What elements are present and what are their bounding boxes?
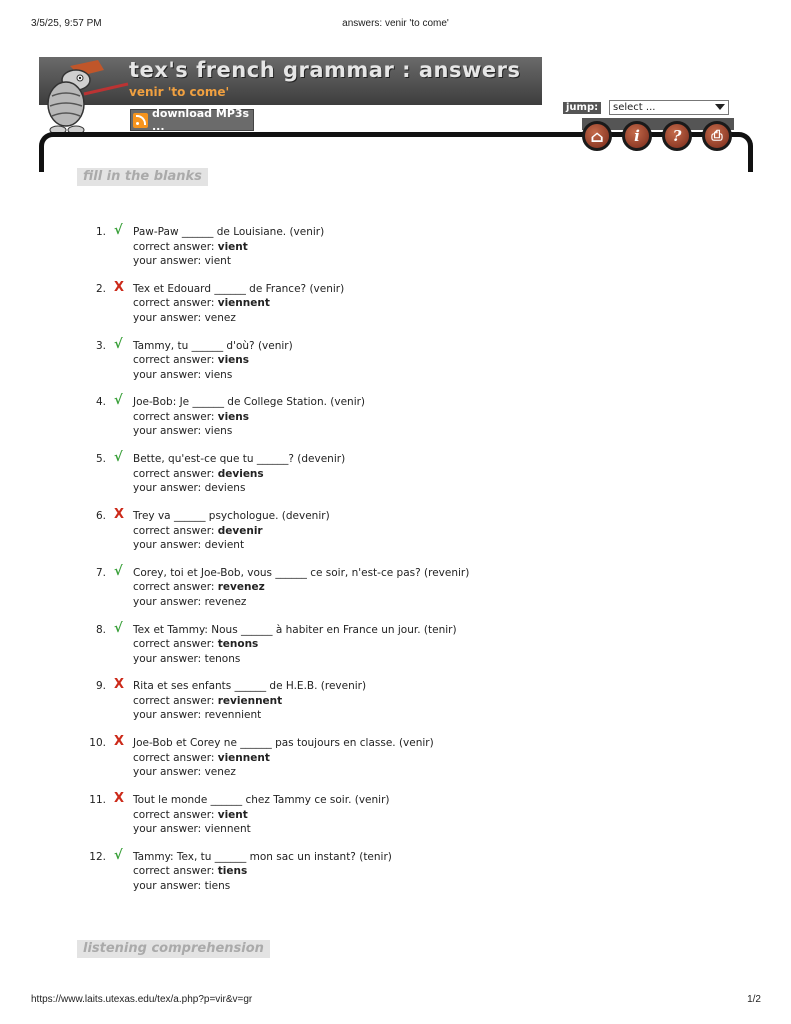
check-icon: √ xyxy=(114,450,123,466)
question-prompt: Tammy: Tex, tu ______ mon sac un instant? (tenir) xyxy=(133,850,392,863)
check-icon: √ xyxy=(114,393,123,409)
correct-answer-label: correct answer: xyxy=(133,808,215,821)
x-icon: X xyxy=(114,279,125,295)
question-prompt: Tout le monde ______ chez Tammy ce soir. (venir) xyxy=(133,794,390,806)
correct-answer-value: viennent xyxy=(217,751,270,764)
download-mp3s-label: download MP3s ... xyxy=(152,107,250,133)
question-number: 9. xyxy=(95,680,106,693)
home-icon: ⌂ xyxy=(590,126,604,146)
correct-answer-value: deviens xyxy=(217,467,264,480)
print-url: https://www.laits.utexas.edu/tex/a.php?p=vir&v=gr xyxy=(31,994,253,1005)
check-icon: √ xyxy=(114,563,123,579)
question-number: 1. xyxy=(95,226,106,238)
your-answer-value: devient xyxy=(204,539,245,551)
correct-answer-value: devenir xyxy=(217,524,263,537)
section-listening-comprehension: listening comprehension xyxy=(77,940,270,958)
question-prompt: Paw-Paw ______ de Louisiane. (venir) xyxy=(133,226,325,238)
correct-answer-value: tenons xyxy=(217,638,259,651)
your-answer-value: deviens xyxy=(204,482,246,495)
question-prompt: Rita et ses enfants ______ de H.E.B. (revenir) xyxy=(133,680,367,693)
check-icon: √ xyxy=(114,620,123,636)
your-answer-value: viens xyxy=(204,368,233,381)
print-button[interactable] xyxy=(702,121,732,151)
correct-answer-value: revenez xyxy=(217,581,265,594)
question-number: 12. xyxy=(89,850,106,863)
site-title: tex's french grammar : answers xyxy=(129,58,521,82)
print-title: answers: venir 'to come' xyxy=(342,18,449,29)
correct-answer-value: viens xyxy=(217,354,250,367)
help-icon: ? xyxy=(672,127,682,145)
correct-answer-value: vient xyxy=(217,808,248,821)
correct-answer-label: correct answer: xyxy=(133,751,215,764)
check-icon: √ xyxy=(114,336,123,352)
your-answer-label: your answer: xyxy=(133,709,202,722)
question-number: 10. xyxy=(89,737,106,750)
correct-answer-label: correct answer: xyxy=(133,581,215,594)
question-number: 7. xyxy=(95,566,106,579)
jump-select[interactable] xyxy=(609,100,729,115)
your-answer-label: your answer: xyxy=(133,311,202,324)
x-icon: X xyxy=(114,677,125,693)
correct-answer-label: correct answer: xyxy=(133,467,215,480)
your-answer-label: your answer: xyxy=(133,255,202,267)
your-answer-label: your answer: xyxy=(133,539,202,551)
your-answer-value: viens xyxy=(204,425,233,438)
chevron-down-icon xyxy=(715,104,725,110)
question-prompt: Tex et Edouard ______ de France? (venir) xyxy=(133,282,345,295)
question-prompt: Corey, toi et Joe-Bob, vous ______ ce soir, n'est-ce pas? (revenir) xyxy=(133,566,470,579)
question-number: 3. xyxy=(95,339,106,352)
print-date: 3/5/25, 9:57 PM xyxy=(31,18,102,29)
your-answer-value: venez xyxy=(204,311,236,324)
your-answer-label: your answer: xyxy=(133,879,202,892)
correct-answer-label: correct answer: xyxy=(133,354,215,367)
your-answer-label: your answer: xyxy=(133,368,202,381)
your-answer-value: tenons xyxy=(204,652,241,665)
rss-icon xyxy=(133,113,148,128)
question-prompt: Joe-Bob et Corey ne ______ pas toujours en classe. (venir) xyxy=(133,737,434,750)
info-button[interactable] xyxy=(622,121,652,151)
your-answer-value: tiens xyxy=(204,879,231,892)
your-answer-label: your answer: xyxy=(133,766,202,779)
correct-answer-label: correct answer: xyxy=(133,865,215,878)
print-footer xyxy=(0,994,791,1008)
home-button[interactable] xyxy=(582,121,612,151)
print-header xyxy=(0,18,791,32)
page-subtitle: venir 'to come' xyxy=(129,85,230,99)
question-number: 5. xyxy=(95,453,106,466)
check-icon: √ xyxy=(114,223,123,238)
correct-answer-label: correct answer: xyxy=(133,694,215,707)
correct-answer-label: correct answer: xyxy=(133,524,215,537)
correct-answer-value: reviennent xyxy=(217,694,283,707)
your-answer-label: your answer: xyxy=(133,652,202,665)
question-number: 8. xyxy=(95,623,106,636)
jump-label: jump: xyxy=(563,102,601,114)
correct-answer-value: viens xyxy=(217,410,250,423)
correct-answer-label: correct answer: xyxy=(133,638,215,651)
your-answer-label: your answer: xyxy=(133,823,202,835)
your-answer-value: viennent xyxy=(204,823,251,835)
correct-answer-value: tiens xyxy=(217,865,248,878)
armadillo-mascot-icon xyxy=(40,60,130,136)
correct-answer-label: correct answer: xyxy=(133,297,215,310)
correct-answer-value: vient xyxy=(217,240,248,253)
print-icon: ⎙ xyxy=(711,128,723,144)
your-answer-label: your answer: xyxy=(133,595,202,608)
x-icon: X xyxy=(114,791,125,806)
print-page-number: 1/2 xyxy=(747,994,761,1005)
correct-answer-label: correct answer: xyxy=(133,410,215,423)
question-prompt: Tex et Tammy: Nous ______ à habiter en France un jour. (tenir) xyxy=(133,623,457,636)
section-fill-in-the-blanks: fill in the blanks xyxy=(77,168,208,186)
question-prompt: Joe-Bob: Je ______ de College Station. (venir) xyxy=(133,396,366,409)
question-number: 6. xyxy=(95,510,106,522)
x-icon: X xyxy=(114,507,125,522)
your-answer-value: revenez xyxy=(204,595,247,608)
help-button[interactable] xyxy=(662,121,692,151)
correct-answer-label: correct answer: xyxy=(133,240,215,253)
check-icon: √ xyxy=(114,847,123,863)
your-answer-value: venez xyxy=(204,766,236,779)
info-icon: i xyxy=(634,127,640,145)
question-prompt: Tammy, tu ______ d'où? (venir) xyxy=(133,339,293,352)
question-number: 11. xyxy=(89,794,106,806)
your-answer-value: vient xyxy=(204,255,231,267)
download-mp3s-button[interactable] xyxy=(130,109,254,131)
question-number: 4. xyxy=(95,396,106,409)
question-number: 2. xyxy=(95,282,106,295)
x-icon: X xyxy=(114,734,125,750)
question-prompt: Trey va ______ psychologue. (devenir) xyxy=(133,510,330,522)
your-answer-label: your answer: xyxy=(133,425,202,438)
jump-select-value: select ... xyxy=(613,102,656,113)
question-prompt: Bette, qu'est-ce que tu ______? (devenir) xyxy=(133,453,346,466)
your-answer-value: revennient xyxy=(204,709,262,722)
your-answer-label: your answer: xyxy=(133,482,202,495)
correct-answer-value: viennent xyxy=(217,297,270,310)
